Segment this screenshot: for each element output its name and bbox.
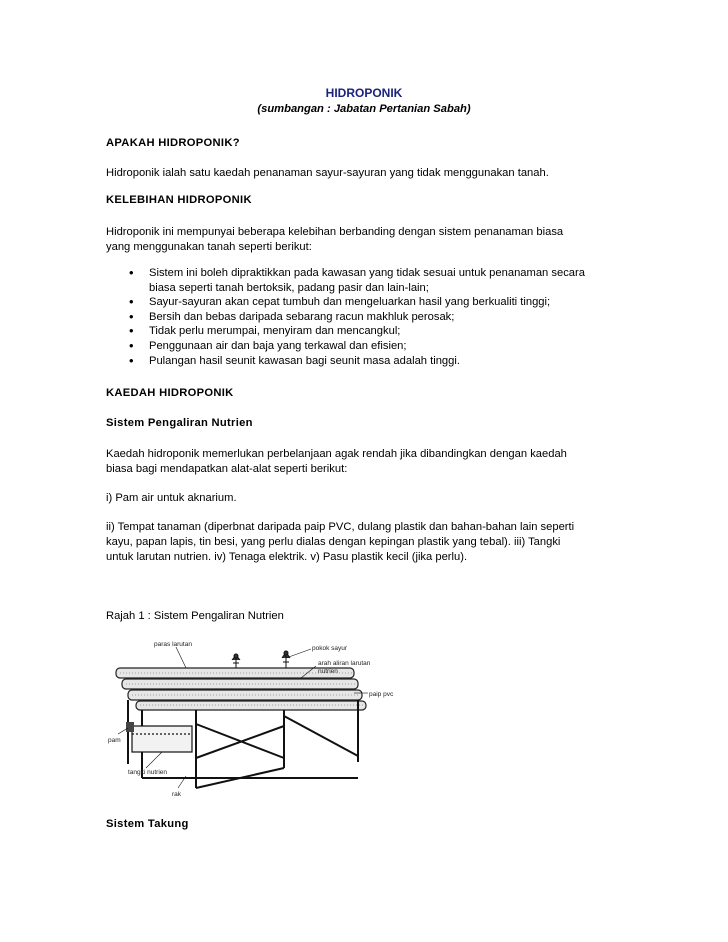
- page-subtitle: (sumbangan : Jabatan Pertanian Sabah): [257, 103, 471, 115]
- paragraph-kaedah-line2: biasa bagi mendapatkan alat-alat seperti berikut:: [106, 463, 348, 475]
- item-tempat-line3: untuk larutan nutrien. iv) Tenaga elektrik. v) Pasu plastik kecil (jika perlu).: [106, 551, 468, 563]
- list-item: • Sayur-sayuran akan cepat tumbuh dan mengeluarkan hasil yang berkualiti tinggi;: [129, 294, 551, 310]
- heading-kaedah: KAEDAH HIDROPONIK: [106, 387, 234, 399]
- advantages-list: [106, 266, 666, 368]
- bullet-icon: •: [129, 294, 134, 310]
- heading-kelebihan: KELEBIHAN HIDROPONIK: [106, 194, 252, 206]
- item-tempat-line2: kayu, papan lapis, tin besi, yang perlu dialas dengan kepingan plastik yang tebal). iii) Tangki: [106, 536, 561, 548]
- list-item: • Penggunaan air dan baja yang terkawal dan efisien;: [129, 337, 407, 353]
- page-title: HIDROPONIK: [325, 86, 403, 100]
- heading-takung: Sistem Takung: [106, 818, 189, 830]
- nutrient-flow-diagram: [106, 638, 394, 800]
- label-aliran-2: nutrien: [318, 668, 338, 675]
- figure-caption: Rajah 1 : Sistem Pengaliran Nutrien: [106, 610, 284, 622]
- list-item: • Bersih dan bebas daripada sebarang racun makhluk perosak;: [129, 308, 455, 324]
- paragraph-kelebihan-line2: yang menggunakan tanah seperti berikut:: [106, 241, 312, 253]
- label-paip: paip pvc: [369, 691, 394, 698]
- label-aliran: arah aliran larutan: [318, 660, 371, 667]
- list-item: • Tidak perlu merumpai, menyiram dan mencangkul;: [129, 323, 401, 339]
- heading-apakah: APAKAH HIDROPONIK?: [106, 137, 240, 149]
- label-paras: paras larutan: [154, 641, 192, 648]
- label-pokok: pokok sayur: [312, 645, 348, 652]
- bullet-icon: •: [129, 265, 134, 280]
- item-pam: i) Pam air untuk aknarium.: [106, 492, 237, 504]
- paragraph-kaedah-line1: Kaedah hidroponik memerlukan perbelanjaan agak rendah jika dibandingkan dengan kaedah: [106, 448, 567, 460]
- paragraph-kelebihan-line1: Hidroponik ini mempunyai beberapa kelebihan berbanding dengan sistem penanaman biasa: [106, 226, 564, 238]
- subheading-pengaliran: Sistem Pengaliran Nutrien: [106, 417, 253, 429]
- bullet-icon: •: [129, 323, 134, 339]
- item-tempat-line1: ii) Tempat tanaman (diperbnat daripada paip PVC, dulang plastik dan bahan-bahan lain seperti: [106, 521, 575, 533]
- label-rak: rak: [172, 791, 182, 798]
- list-item: • Pulangan hasil seunit kawasan bagi seunit masa adalah tinggi.: [129, 352, 460, 368]
- pump-icon: [126, 722, 134, 732]
- list-item: • Sistem ini boleh dipraktikkan pada kawasan yang tidak sesuai untuk penanaman secara biasa seperti tanah bertoksik, padang pasir dan lain-lain;: [129, 265, 585, 294]
- label-pam: pam: [108, 737, 121, 744]
- label-tangki: tangki nutrien: [128, 769, 168, 776]
- paragraph-definition: Hidroponik ialah satu kaedah penanaman sayur-sayuran yang tidak menggunakan tanah.: [106, 167, 549, 179]
- bullet-icon: •: [129, 352, 134, 368]
- bullet-icon: •: [129, 337, 134, 353]
- nutrient-tank: [132, 726, 192, 752]
- bullet-icon: •: [129, 308, 134, 324]
